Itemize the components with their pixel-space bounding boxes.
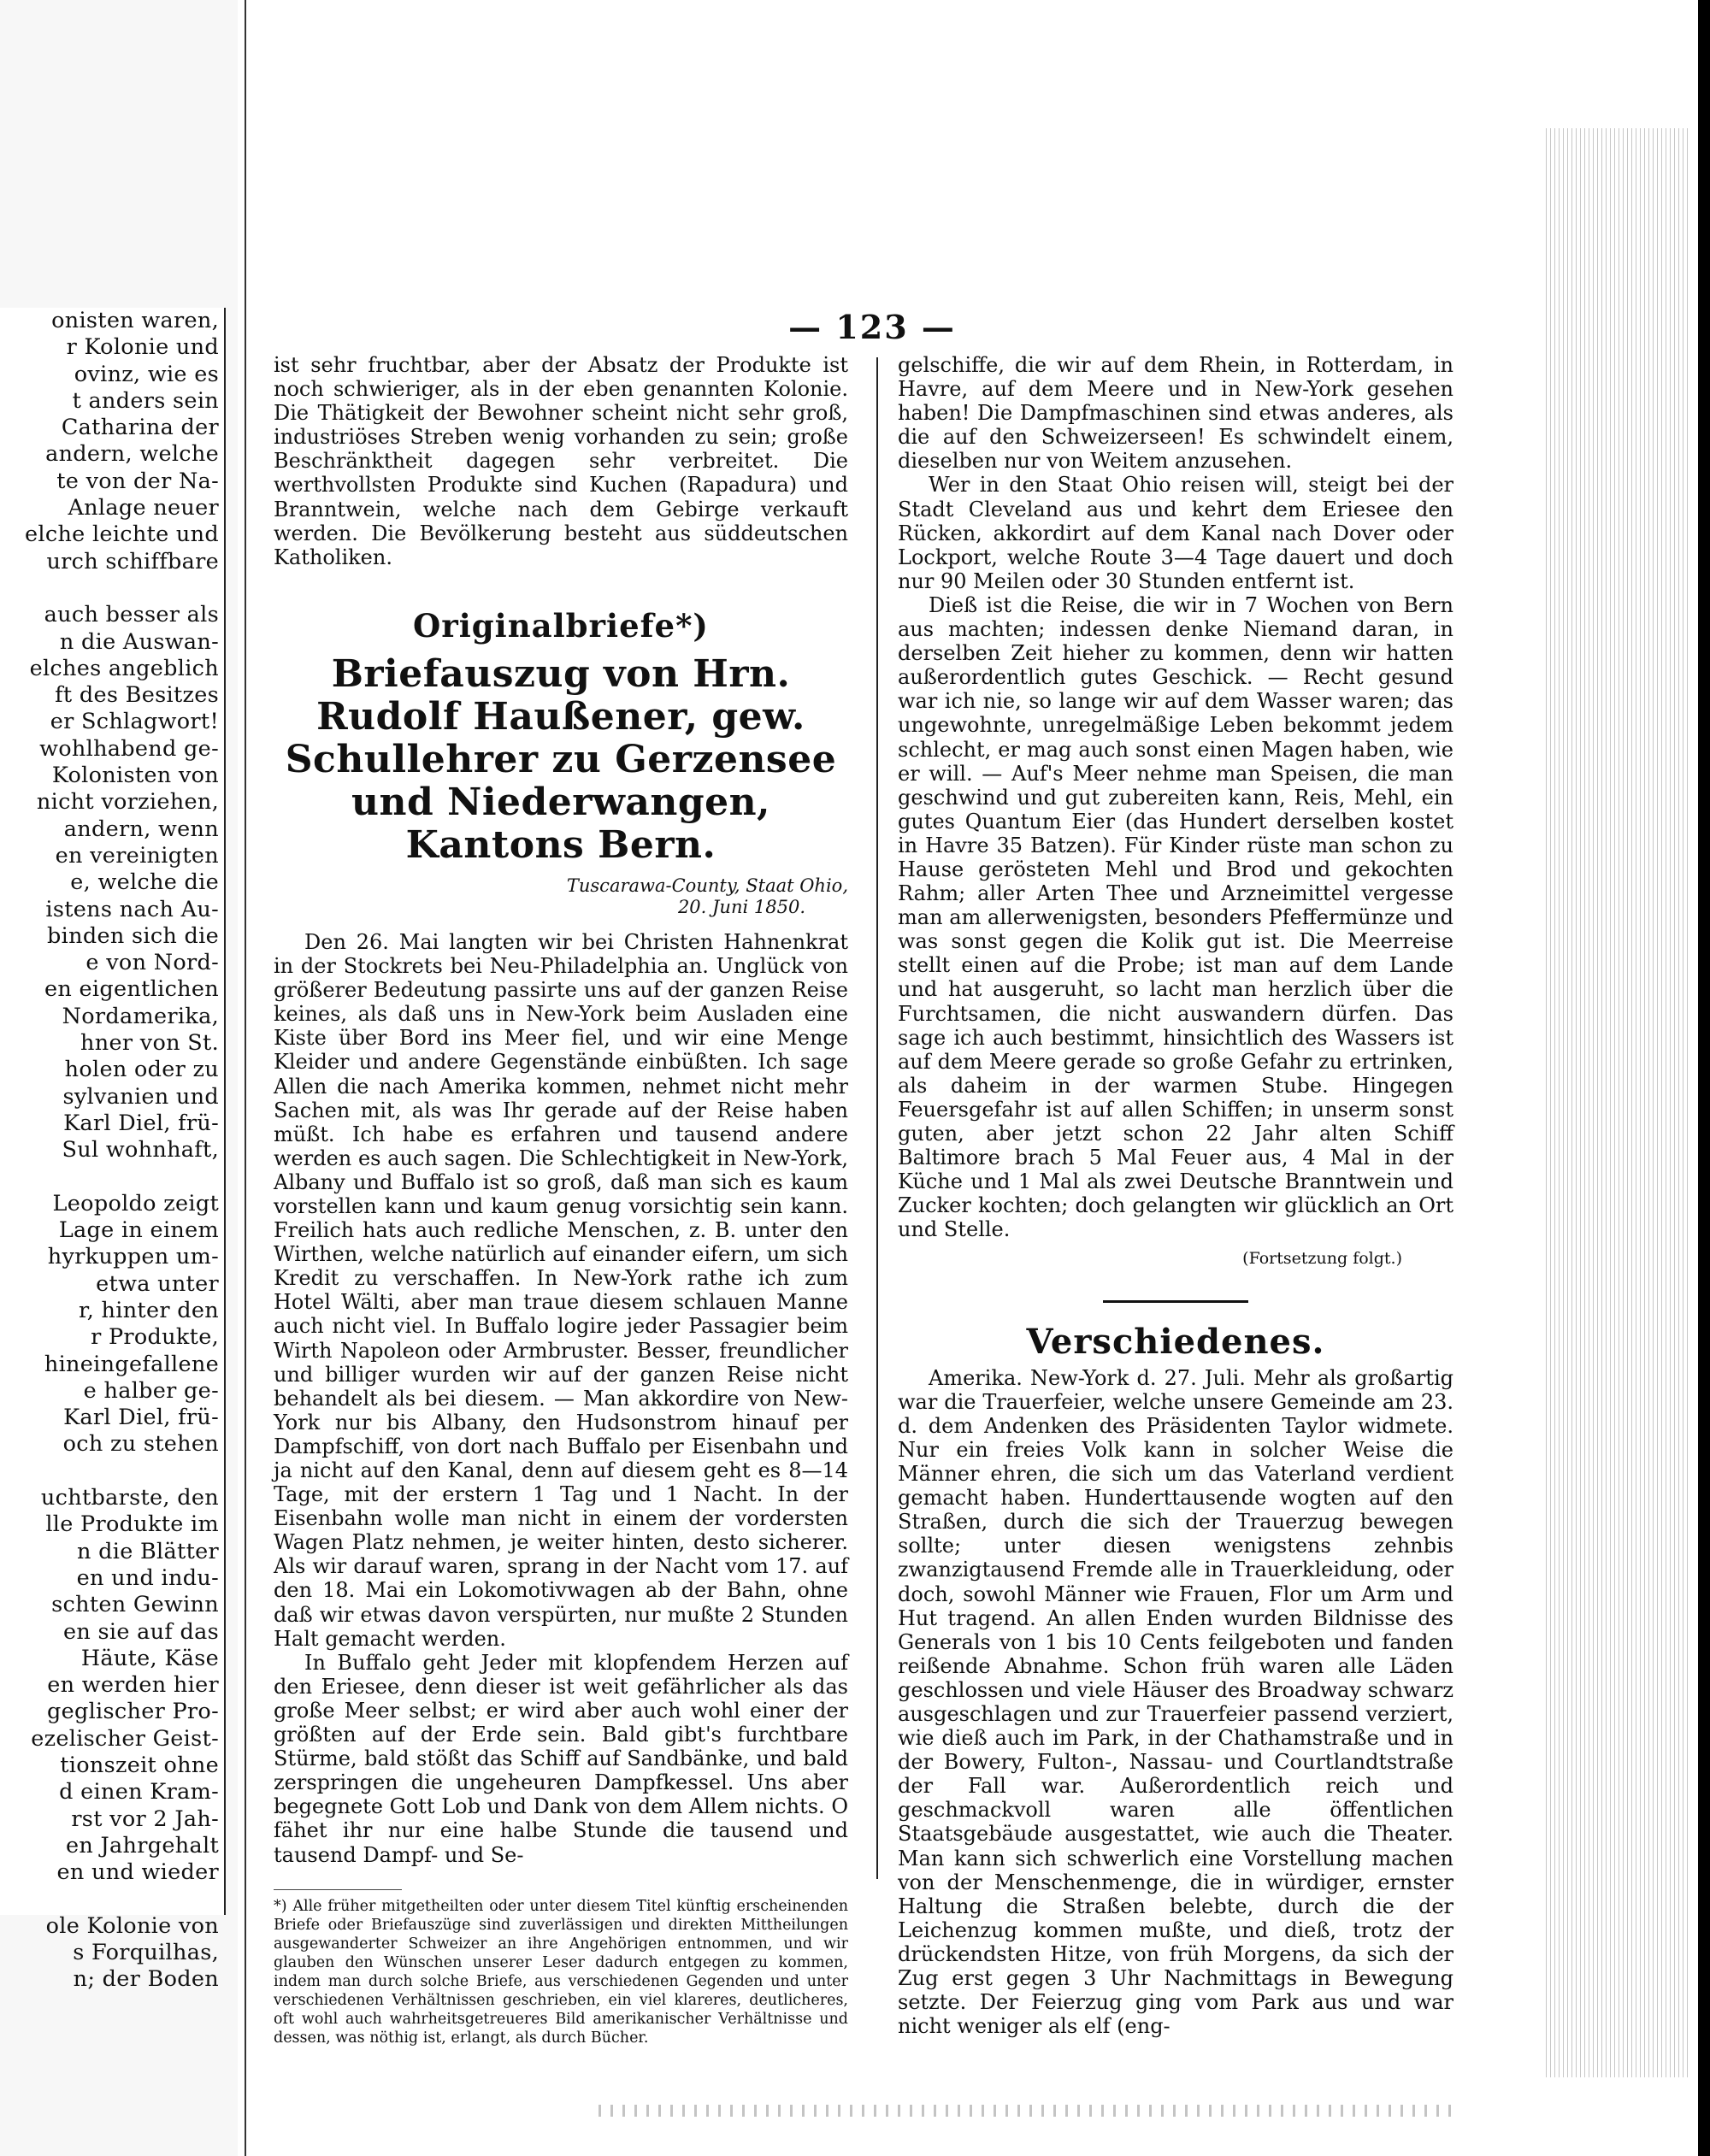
facing-page-line: rst vor 2 Jah- (71, 1806, 219, 1832)
book-binding (245, 0, 246, 2156)
facing-page-line: te von der Na- (56, 468, 219, 494)
column-right (898, 353, 1454, 2038)
facing-page-line: ezelischer Geist- (31, 1725, 219, 1752)
facing-page-line (0, 575, 219, 602)
scan-noise (598, 2105, 1454, 2117)
facing-page-fragment (0, 308, 226, 1993)
facing-page-line: en sie auf das (62, 1618, 219, 1645)
facing-page-line: e von Nord- (86, 950, 219, 976)
column-left (274, 353, 848, 2047)
facing-page-line: hner von St. (80, 1030, 219, 1057)
facing-page-line: hyrkuppen um- (47, 1244, 219, 1270)
facing-page-line (0, 1887, 219, 1913)
letter-paragraph: In Buffalo geht Jeder mit klopfendem Herzen auf den Eriesee, denn dieser ist weit gefährlicher als das große Meer selbst; er wird aber auch wohl einer der größten auf der Erde sein. Bald gibt's furchtbare Stürme, bald stößt das Schiff auf Sandbänke, und bald zerspringen die ungeheuren Dampfkessel. Uns aber begegnete Gott Lob und Dank von dem Allem nichts. O fähet ihr nur eine halbe Stunde die tausend und tausend Dampf- und Se- (274, 1650, 848, 1867)
facing-page-line: andern, welche (45, 441, 219, 468)
facing-page-line: Catharina der (61, 415, 219, 441)
facing-page-line: r Kolonie und (66, 334, 219, 361)
facing-page-line: en werden hier (47, 1672, 219, 1699)
facing-page-line: elches angeblich (29, 655, 219, 681)
dateline-date: 20. Juni 1850. (677, 896, 805, 917)
facing-page-line: sylvanien und (62, 1083, 219, 1110)
facing-page-line: ft des Besitzes (55, 682, 219, 709)
facing-page-line: urch schiffbare (46, 548, 219, 574)
facing-page-line: nicht vorziehen, (36, 789, 219, 816)
article-headline: Briefauszug von Hrn. Rudolf Haußener, gew. Schullehrer zu Gerzensee und Niederwangen, Kantons Bern. (285, 651, 837, 867)
facing-page-line: hineingefallene (44, 1351, 219, 1377)
facing-page-line: binden sich die (47, 922, 219, 949)
facing-page-line: Nordamerika, (62, 1003, 219, 1029)
continued-note: (Fortsetzung folgt.) (1242, 1249, 1402, 1269)
facing-page-line: d einen Kram- (59, 1779, 219, 1806)
facing-page-line: er Schlagwort! (50, 709, 219, 735)
facing-page-line: en und wieder (56, 1859, 219, 1886)
letter-paragraph: Dieß ist die Reise, die wir in 7 Wochen von Bern aus machten; indessen denke Niemand daran, in derselben Zeit hieher zu kommen, denn wir hatten außerordentlich gutes Geschick. — Recht gesund war ich nie, so lange wir auf dem Wasser waren; das ungewohnte, unregelmäßige Leben bekommt jedem schlecht, er mag auch sonst einen Magen haben, wie er will. — Auf's Meer nehme man Speisen, die man geschwind und gut zubereiten kann, Reis, Mehl, ein gutes Quantum Eier (das Hundert derselben kostet in Havre 35 Batzen). Für Kinder rüste man schon zu Hause gerösteten Mehl und Brod und gekochten Rahm; aller Arten Thee und Arzneimittel vergesse man am allerwenigsten, besonders Pfeffermünze und was sonst gegen die Kolik gut ist. Die Meerreise stellt einen auf die Probe; ist man auf dem Lande und hat ausgeruht, so lacht man herzlich über die Furchtsamen, die nicht auswandern dürfen. Das sage ich auch bestimmt, hinsichtlich des Wassers ist auf dem Meere gerade so große Gefahr zu ertrinken, als daheim in der warmen Stube. Hingegen Feuersgefahr ist auf allen Schiffen; in unserm sonst guten, aber jetzt schon 22 Jahr alten Schiff Baltimore brach 5 Mal Feuer aus, 4 Mal in der Küche und 1 Mal als zwei Deutsche Branntwein und Zucker kochten; doch gelangten wir glücklich an Ort und Stelle. (898, 592, 1454, 1242)
facing-page-line: wohlhabend ge- (39, 735, 219, 762)
facing-page-line (0, 1458, 219, 1485)
letter-paragraph: Wer in den Staat Ohio reisen will, steigt bei der Stadt Cleveland aus und kehrt dem Eriesee den Rücken, akkordirt auf dem Kanal nach Dover oder Lockport, welche Route 3—4 Tage dauert und doch nur 90 Meilen oder 30 Stunden entfernt ist. (898, 473, 1454, 593)
footnote-rule (274, 1889, 402, 1890)
facing-page-line: en und indu- (76, 1564, 219, 1591)
facing-page-line: n; der Boden (73, 1966, 219, 1993)
facing-page-line: andern, wenn (63, 816, 219, 842)
facing-page-line: tionszeit ohne (60, 1752, 219, 1779)
page-number: — 123 — (788, 308, 956, 346)
facing-page-line: auch besser als (44, 602, 219, 628)
facing-page-line: Anlage neuer (68, 495, 219, 521)
facing-page-line: Lage in einem (58, 1217, 219, 1244)
section-title-originalbriefe: Originalbriefe*) (413, 606, 709, 645)
facing-page-line: en eigentlichen (44, 976, 219, 1003)
footnote: *) Alle früher mitgetheilten oder unter diesem Titel künftig erscheinenden Briefe oder Briefauszüge sind zuverlässigen und direkten Mittheilungen ausgewanderter Schweizer an ihre Angehörigen entnommen, und wir glauben den Wünschen unserer Leser dadurch entgegen zu kommen, indem man durch solche Briefe, aus verschiedenen Gegenden und unter verschiedenen Verhältnissen geschrieben, ein viel klareres, deutlicheres, oft wohl auch wahrheitsgetreueres Bild amerikanischer Verhältnisse und dessen, was nöthig ist, erlangt, als durch Bücher. (274, 1897, 848, 2047)
facing-page-line: Leopoldo zeigt (52, 1190, 219, 1216)
facing-page-line: en vereinigten (55, 842, 219, 869)
facing-page-line: geglischer Pro- (46, 1699, 219, 1725)
letter-paragraph: gelschiffe, die wir auf dem Rhein, in Rotterdam, in Havre, auf dem Meere und in New-York gesehen haben! Die Dampfmaschinen sind etwas anderes, als die auf den Schweizerseen! Es schwindelt einem, dieselben nur von Weitem anzusehen. (898, 353, 1454, 474)
facing-page-line: n die Blätter (77, 1538, 219, 1564)
letter-paragraph: Den 26. Mai langten wir bei Christen Hahnenkrat in der Stockrets bei Neu-Philadelphia an. Unglück von größerer Bedeutung passirte uns auf der ganzen Reise keines, als daß uns in New-York beim Ausladen eine Kiste über Bord ins Meer fiel, und wir eine Menge Kleider und andere Gegenstände einbüßten. Ich sage Allen die nach Amerika kommen, nehmet nicht mehr Sachen mit, als was Ihr gerade auf der Reise haben müßt. Ich habe es erfahren und tausend andere werden es auch sagen. Die Schlechtigkeit in New-York, Albany und Buffalo ist so groß, daß man sich es kaum vorstellen kann und kaum genug vorsichtig sein kann. Freilich hats auch redliche Menschen, z. B. unter den Wirthen, welche natürlich auf einander eifern, um sich Kredit zu verschaffen. In New-York rathe ich zum Hotel Wälti, aber man traue diesem schlauen Manne auch nicht viel. In Buffalo logire jeder Passagier beim Wirth Napoleon oder Armbruster. Besser, freundlicher und billiger wurden wir auf der ganzen Reise nicht behandelt als bei diesem. — Man akkordire von New-York nur bis Albany, den Hudsonstrom hinauf per Dampfschiff, von dort nach Buffalo per Eisenbahn und ja nicht auf den Kanal, denn auf diesem geht es 8—14 Tage, mit der erstern 1 Tag und 1 Nacht. In der Eisenbahn wolle man nicht in einem der vordersten Wagen Platz nehmen, je weiter hinten, desto sicherer. Als wir darauf waren, sprang in der Nacht vom 17. auf den 18. Mai ein Lokomotivwagen ab der Bahn, ohne daß wir etwas davon verspürten, nur mußte 2 Stunden Halt gemacht werden. (274, 929, 848, 1651)
facing-page-line: Häute, Käse (80, 1645, 219, 1671)
facing-page-line: r Produkte, (91, 1324, 219, 1351)
facing-page-line: uchtbarste, den (40, 1485, 219, 1511)
facing-page-line: en Jahrgehalt (65, 1832, 219, 1859)
facing-page-line: ovinz, wie es (74, 361, 219, 387)
facing-page-line: etwa unter (96, 1270, 219, 1297)
facing-page-line: t anders sein (72, 387, 219, 414)
facing-page-line: ole Kolonie von (45, 1912, 219, 1939)
facing-page-line: r, hinter den (79, 1297, 219, 1323)
scan-margin-right (1698, 0, 1710, 2156)
facing-page-line: elche leichte und (25, 521, 219, 548)
section-title-verschiedenes: Verschiedenes. (1026, 1321, 1325, 1362)
facing-page-line: schten Gewinn (51, 1592, 219, 1618)
facing-page-line: e, welche die (70, 869, 219, 896)
dateline-place: Tuscarawa-County, Staat Ohio, (566, 875, 848, 896)
facing-page-line: och zu stehen (62, 1431, 219, 1458)
facing-page-line: Karl Diel, frü- (63, 1110, 219, 1136)
facing-page-line (0, 1164, 219, 1191)
facing-page-line: n die Auswan- (59, 628, 219, 655)
facing-page-line: Karl Diel, frü- (63, 1405, 219, 1431)
facing-page-line: holen oder zu (64, 1057, 219, 1083)
page-edges (1546, 128, 1691, 2077)
facing-page-line: istens nach Au- (45, 896, 219, 922)
facing-page-line: Kolonisten von (51, 763, 219, 789)
facing-page-line: onisten waren, (51, 308, 219, 333)
facing-page-line: Sul wohnhaft, (62, 1137, 219, 1163)
column-divider (876, 357, 878, 1879)
facing-page-line: e halber ge- (83, 1377, 219, 1404)
facing-page-line: s Forquilhas, (73, 1940, 219, 1966)
opening-paragraph: ist sehr fruchtbar, aber der Absatz der Produkte ist noch schwieriger, als in der eben genannten Kolonie. Die Thätigkeit der Bewohner scheint nicht sehr groß, industriöses Streben wenig vorhanden zu sein; große Beschränktheit dagegen sehr verbreitet. Die werthvollsten Produkte sind Kuchen (Rapadura) und Branntwein, welche nach dem Gebirge verkauft werden. Die Bevölkerung besteht aus süddeutschen Katholiken. (274, 353, 848, 569)
news-paragraph: Amerika. New-York d. 27. Juli. Mehr als großartig war die Trauerfeier, welche unsere Gemeinde am 23. d. dem Andenken des Präsidenten Taylor widmete. Nur ein freies Volk kann in solcher Weise die Männer ehren, die sich um das Vaterland verdient gemacht haben. Hunderttausende wogten auf den Straßen, durch die sich der Trauerzug bewegen sollte; unter diesen wenigstens zehnbis zwanzigtausend Fremde alle in Trauerkleidung, oder doch, sowohl Männer wie Frauen, Flor um Arm und Hut tragend. An allen Enden wurden Bildnisse des Generals von 1 bis 10 Cents feilgeboten und fanden reißende Abnahme. Schon früh waren alle Läden geschlossen und viele Häuser des Broadway schwarz ausgeschlagen und zur Trauerfeier passend verziert, wie dieß auch im Park, in der Chathamstraße und in der Bowery, Fulton-, Nassau- und Courtlandtstraße der Fall war. Außerordentlich reich und geschmackvoll waren alle öffentlichen Staatsgebäude ausgestattet, wie auch die Theater. Man kann sich schwerlich eine Vorstellung machen von der Menschenmenge, die in würdiger, ernster Haltung die Straßen belebte, durch die der Leichenzug kommen mußte, und dieß, trotz der drückendsten Hitze, von früh Morgens, da sich der Zug erst gegen 3 Uhr Nachmittags in Bewegung setzte. Der Feierzug ging vom Park aus und war nicht weniger als elf (eng- (898, 1365, 1454, 2039)
facing-page-line: lle Produkte im (45, 1511, 219, 1538)
